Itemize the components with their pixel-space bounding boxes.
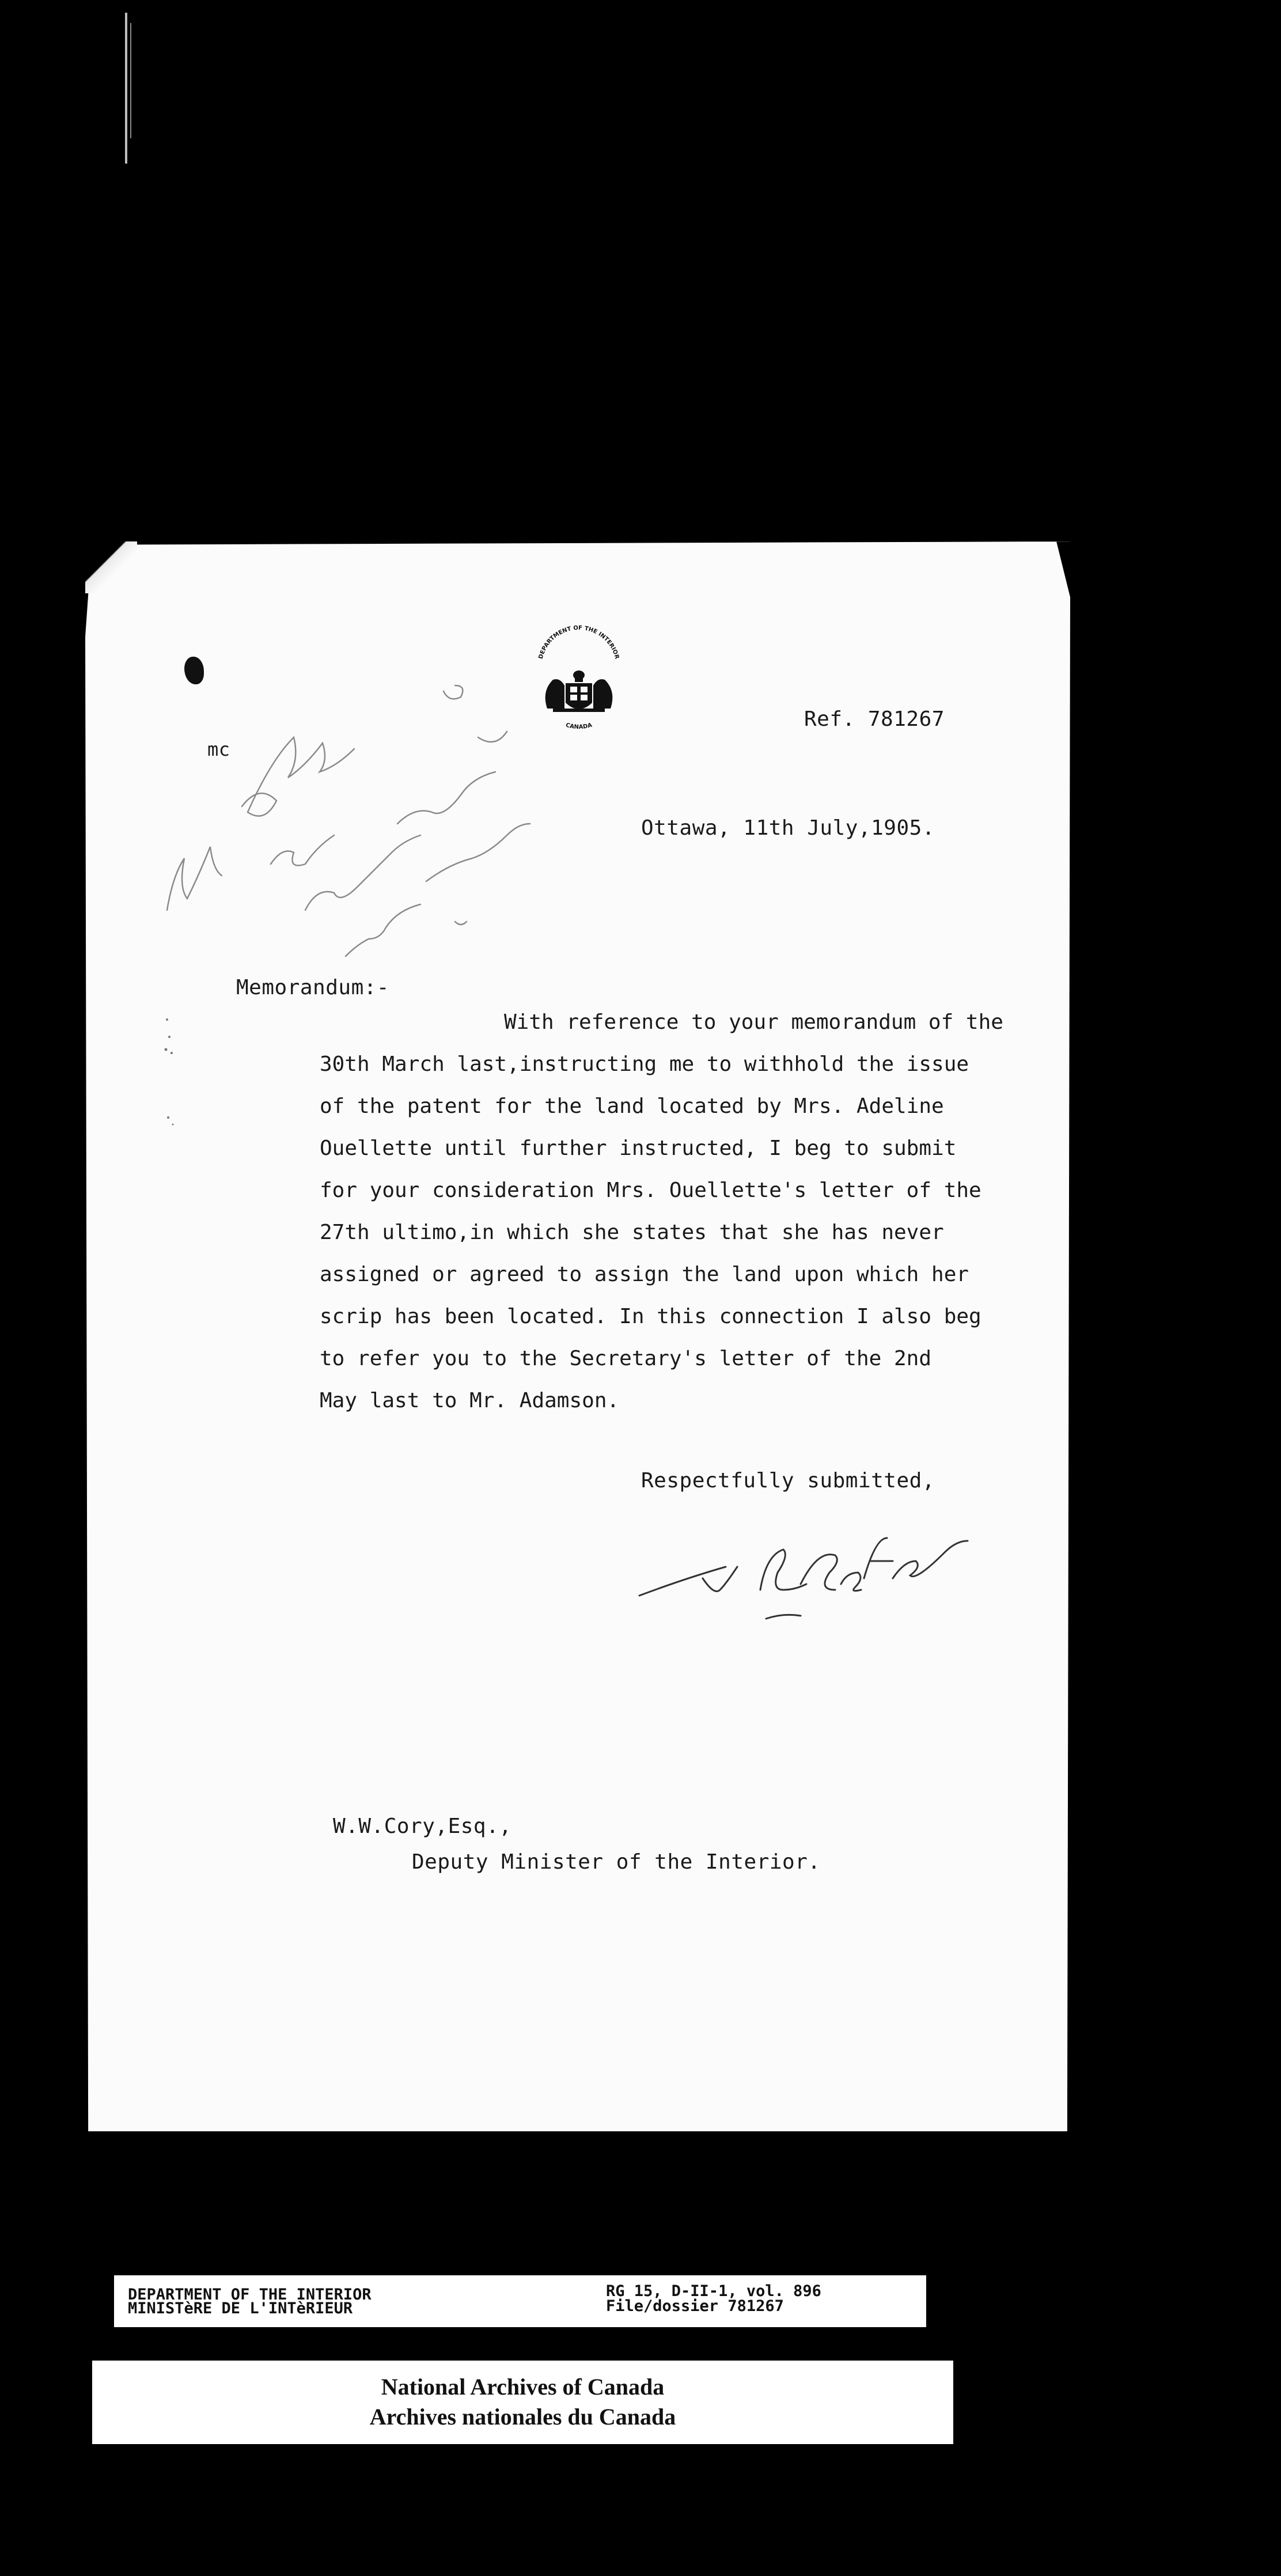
dateline: Ottawa, 11th July,1905.	[641, 816, 935, 840]
body-line: scrip has been located. In this connection I also beg	[320, 1305, 981, 1328]
department-english: DEPARTMENT OF THE INTERIOR	[128, 2286, 372, 2304]
folded-corner	[85, 541, 137, 593]
marginal-handwriting	[156, 611, 593, 979]
archives-banner	[92, 2361, 953, 2444]
body-line: to refer you to the Secretary's letter of the 2nd	[320, 1347, 932, 1370]
crest-text-top: DEPARTMENT OF THE INTERIOR	[537, 624, 620, 660]
handwritten-signature	[634, 1521, 1037, 1636]
addressee-title: Deputy Minister of the Interior.	[412, 1850, 821, 1874]
closing-line: Respectfully submitted,	[641, 1469, 935, 1492]
file-number: File/dossier 781267	[606, 2297, 784, 2315]
memorandum-body	[320, 1001, 1028, 1422]
reference-number: Ref. 781267	[804, 707, 945, 731]
body-line: assigned or agreed to assign the land upon which her	[320, 1263, 969, 1286]
margin-marks	[161, 1014, 184, 1141]
department-french: MINISTèRE DE L'INTèRIEUR	[128, 2300, 353, 2317]
archive-reference-label	[114, 2275, 926, 2327]
body-line: 30th March last,instructing me to withhold the issue	[320, 1052, 969, 1076]
body-line: of the patent for the land located by Mrs. Adeline	[320, 1094, 944, 1118]
archives-name-french: Archives nationales du Canada	[369, 2404, 676, 2430]
body-line: 27th ultimo,in which she states that she has never	[320, 1221, 944, 1244]
record-group: RG 15, D-II-1, vol. 896	[606, 2282, 821, 2300]
addressee-name: W.W.Cory,Esq.,	[333, 1814, 512, 1838]
scan-edge-mark	[125, 13, 127, 164]
scan-edge-mark-secondary	[130, 23, 131, 138]
body-line: for your consideration Mrs. Ouellette's letter of the	[320, 1179, 981, 1202]
body-line: May last to Mr. Adamson.	[320, 1389, 620, 1412]
body-line: Ouellette until further instructed, I beg to submit	[320, 1137, 957, 1160]
body-line: With reference to your memorandum of the	[504, 1010, 1003, 1034]
memorandum-heading: Memorandum:-	[236, 976, 390, 999]
archives-name-english: National Archives of Canada	[381, 2374, 665, 2400]
typist-initials: mc	[207, 738, 230, 760]
crest-text-bottom: CANADA	[564, 722, 593, 731]
